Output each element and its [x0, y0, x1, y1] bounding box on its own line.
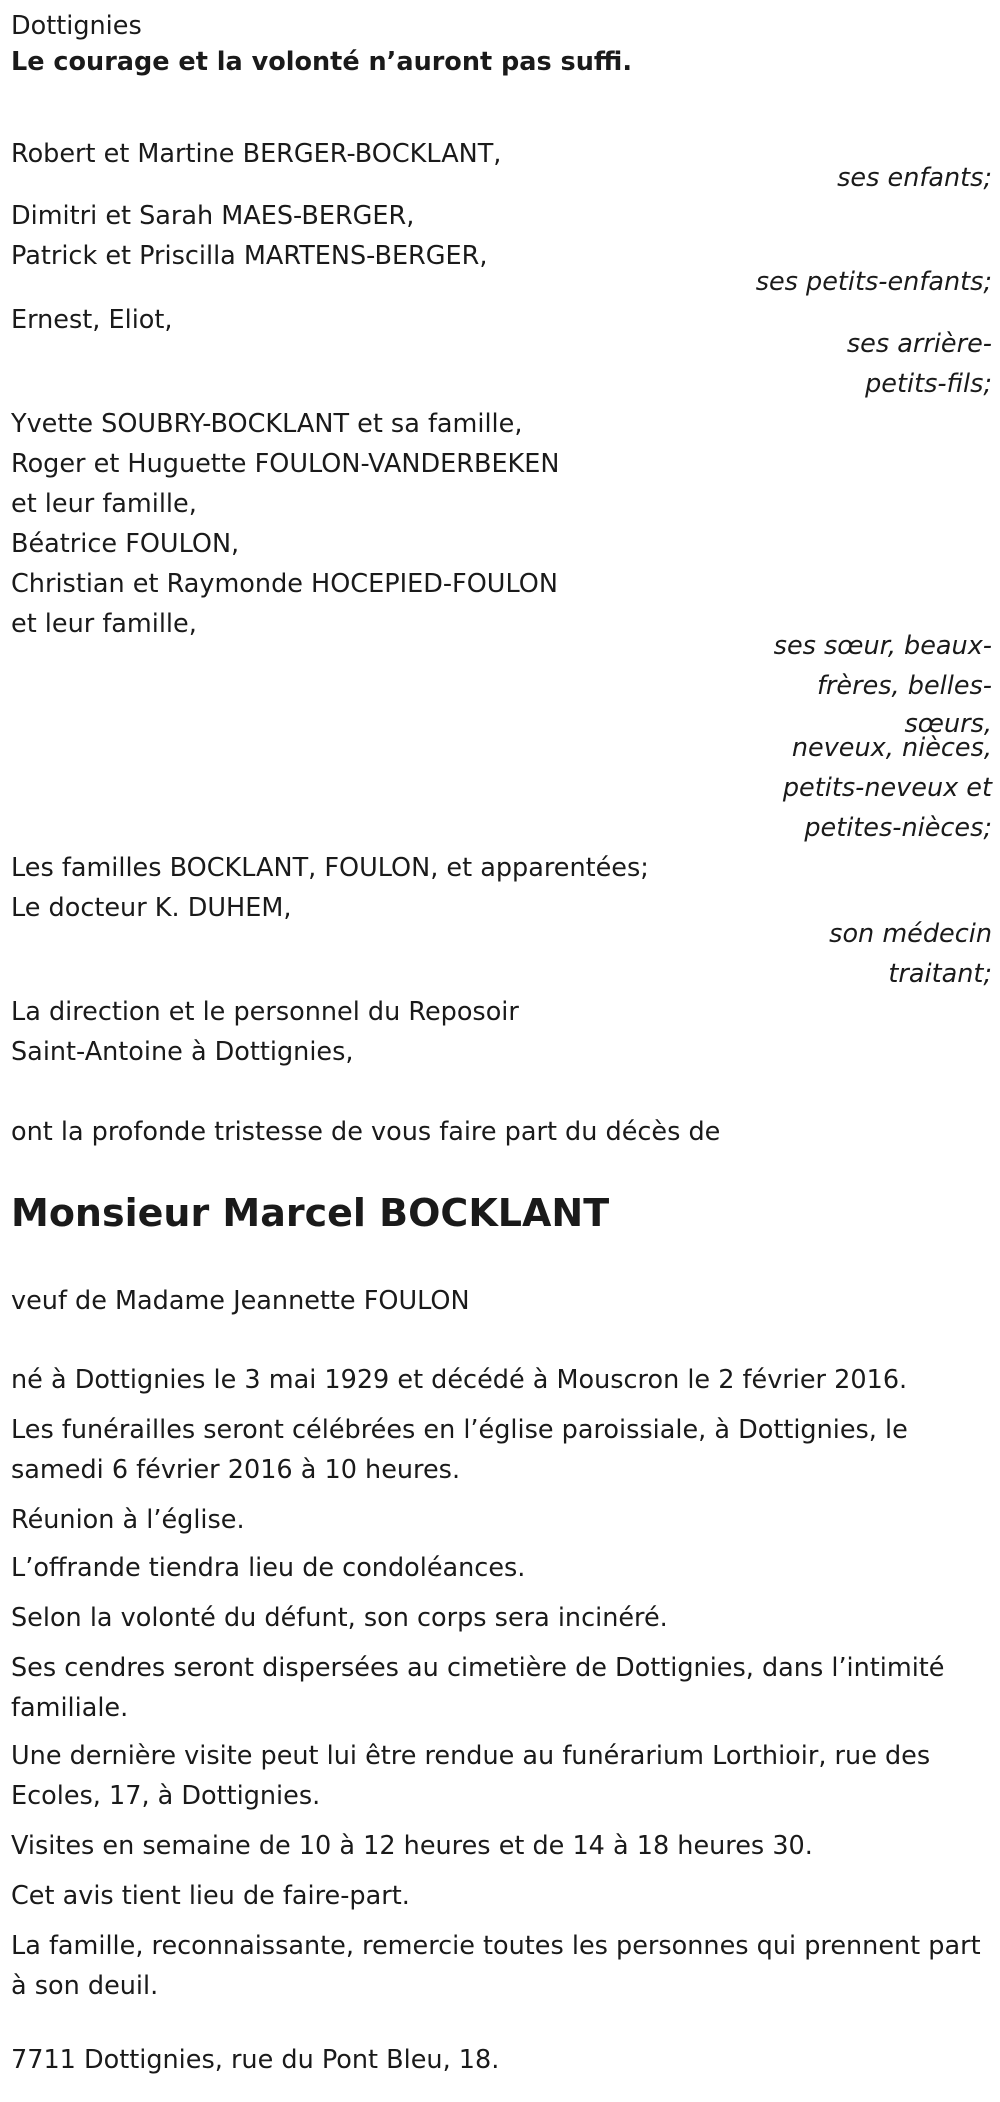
details-notice: Cet avis tient lieu de faire-part. [11, 1881, 410, 1911]
siblings-role-line-4: neveux, nièces, [791, 733, 992, 763]
siblings-role-line-5: petits-neveux et [782, 773, 992, 803]
siblings-line-3: et leur famille, [11, 489, 197, 519]
grandchildren-role: ses petits-enfants; [755, 267, 992, 297]
grandchildren-line-1: Dimitri et Sarah MAES-BERGER, [11, 201, 415, 231]
siblings-role-line-3: sœurs, [904, 709, 992, 739]
siblings-line-4: Béatrice FOULON, [11, 529, 240, 559]
deceased-name: Monsieur Marcel BOCKLANT [11, 1191, 610, 1235]
great-grandchildren-role-line-1: ses arrière- [846, 329, 992, 359]
great-grandchildren-names: Ernest, Eliot, [11, 305, 173, 335]
great-grandchildren-role-line-2: petits-fils; [865, 369, 992, 399]
siblings-role-line-1: ses sœur, beaux- [773, 631, 992, 661]
motto: Le courage et la volonté n’auront pas suffi. [11, 47, 633, 77]
details-birth-death: né à Dottignies le 3 mai 1929 et décédé à Mouscron le 2 février 2016. [11, 1365, 908, 1395]
grandchildren-line-2: Patrick et Priscilla MARTENS-BERGER, [11, 241, 488, 271]
siblings-line-6: et leur famille, [11, 609, 197, 639]
siblings-line-5: Christian et Raymonde HOCEPIED-FOULON [11, 569, 558, 599]
institution-line-2: Saint-Antoine à Dottignies, [11, 1037, 354, 1067]
details-cremation: Selon la volonté du défunt, son corps sera incinéré. [11, 1603, 668, 1633]
siblings-line-2: Roger et Huguette FOULON-VANDERBEKEN [11, 449, 560, 479]
siblings-role-line-6: petites-nièces; [804, 813, 992, 843]
details-visit: Une dernière visite peut lui être rendue au funérarium Lorthioir, rue des Ecoles, 17, à Dottignies. [11, 1741, 931, 1811]
details-funeral: Les funérailles seront célébrées en l’église paroissiale, à Dottignies, le samedi 6 février 2016 à 10 heures. [11, 1415, 908, 1485]
doctor-name: Le docteur K. DUHEM, [11, 893, 292, 923]
doctor-role-line-1: son médecin [829, 919, 992, 949]
families-line: Les familles BOCKLANT, FOULON, et apparentées; [11, 853, 649, 883]
institution-line-1: La direction et le personnel du Reposoir [11, 997, 519, 1027]
siblings-line-1: Yvette SOUBRY-BOCKLANT et sa famille, [11, 409, 523, 439]
details-thanks: La famille, reconnaissante, remercie toutes les personnes qui prennent part à son deuil. [11, 1931, 981, 2001]
details-meeting: Réunion à l’église. [11, 1505, 245, 1535]
details-visiting-hours: Visites en semaine de 10 à 12 heures et de 14 à 18 heures 30. [11, 1831, 813, 1861]
details-ashes: Ses cendres seront dispersées au cimetière de Dottignies, dans l’intimité familiale. [11, 1653, 945, 1723]
children-names: Robert et Martine BERGER-BOCKLANT, [11, 139, 502, 169]
children-role: ses enfants; [837, 163, 992, 193]
town-heading: Dottignies [11, 11, 142, 41]
widow-of: veuf de Madame Jeannette FOULON [11, 1286, 470, 1316]
doctor-role-line-2: traitant; [888, 959, 992, 989]
address: 7711 Dottignies, rue du Pont Bleu, 18. [11, 2045, 500, 2075]
announcement: ont la profonde tristesse de vous faire part du décès de [11, 1117, 721, 1147]
siblings-role-line-2: frères, belles- [816, 671, 992, 701]
details-offering: L’offrande tiendra lieu de condoléances. [11, 1553, 526, 1583]
